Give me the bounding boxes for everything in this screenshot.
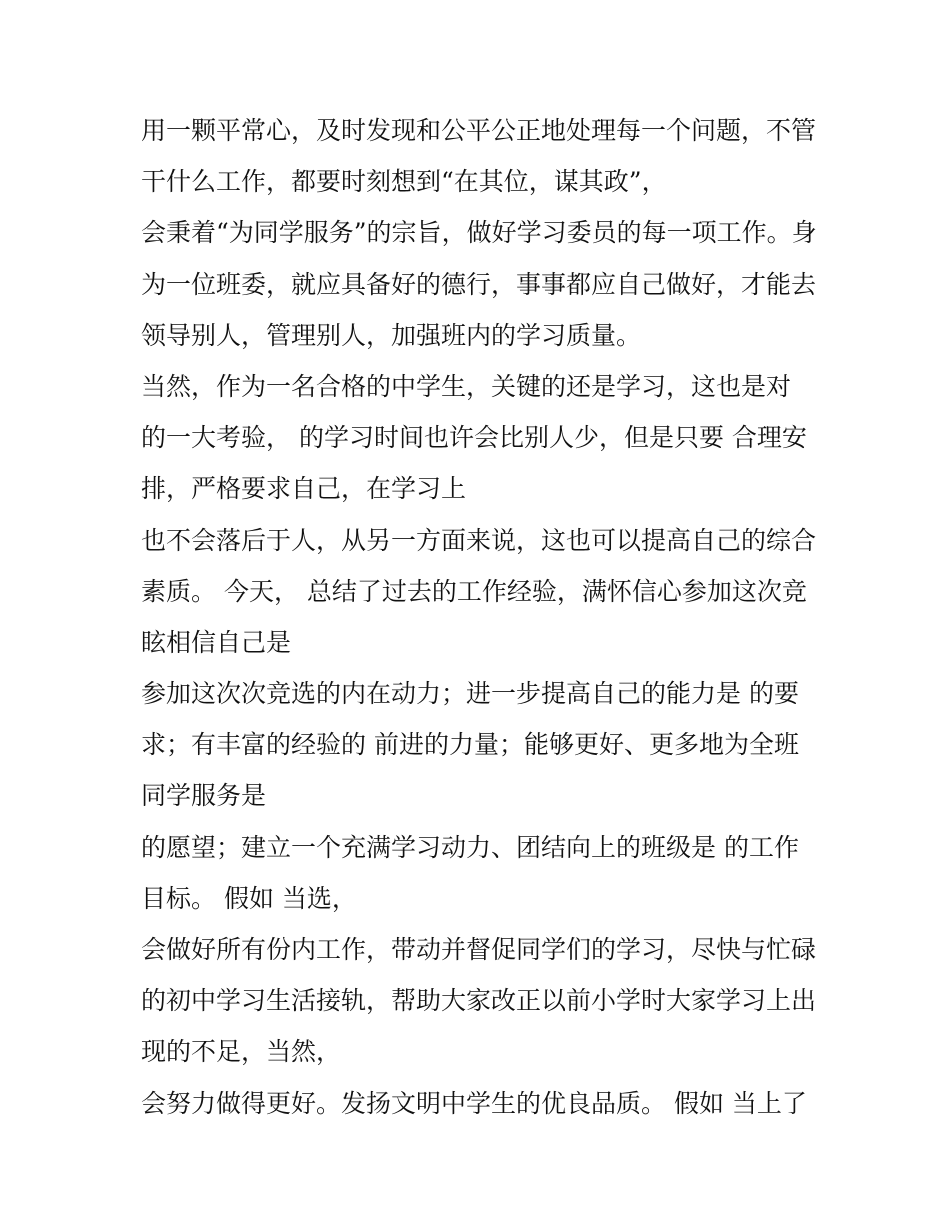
text-line-3: 会秉着“为同学服务”的宗旨，做好学习委员的每一项工作。身 [141,218,817,248]
text-line-9: 也不会落后于人，从另一方面来说，这也可以提高自己的综合 [141,525,817,555]
text-line-10: 素质。 今天， 总结了过去的工作经验，满怀信心参加这次竞 [141,576,807,606]
text-line-19: 现的不足，当然， [141,1037,342,1067]
document-body [141,105,821,1129]
text-line-11: 眩相信自己是 [141,627,292,657]
text-line-8: 排，严格要求自己，在学习上 [141,474,467,504]
text-line-20: 会努力做得更好。发扬文明中学生的优良品质。 假如 当上了 [141,1088,807,1118]
text-line-18: 的初中学习生活接轨，帮助大家改正以前小学时大家学习上出 [141,986,817,1016]
text-line-13: 求；有丰富的经验的 前进的力量；能够更好、更多地为全班 [141,730,799,760]
text-line-17: 会做好所有份内工作，带动并督促同学们的学习，尽快与忙碌 [141,935,817,964]
text-line-5: 领导别人，管理别人，加强班内的学习质量。 [141,320,642,350]
text-line-4: 为一位班委，就应具备好的德行，事事都应自己做好，才能去 [141,269,817,299]
text-line-15: 的愿望；建立一个充满学习动力、团结向上的班级是 的工作 [141,832,799,862]
text-line-12: 参加这次次竞选的内在动力；进一步提高自己的能力是 的要 [141,679,799,709]
text-line-7: 的一大考验， 的学习时间也许会比别人少，但是只要 合理安 [141,423,807,453]
text-line-6: 当然，作为一名合格的中学生，关键的还是学习，这也是对 [141,371,792,401]
text-line-14: 同学服务是 [141,781,267,811]
text-line-16: 目标。 假如 当选， [141,883,357,913]
text-line-1: 用一颗平常心，及时发现和公平公正地处理每一个问题，不管 [141,116,817,145]
text-line-2: 干什么工作，都要时刻想到“在其位，谋其政”， [141,167,667,197]
